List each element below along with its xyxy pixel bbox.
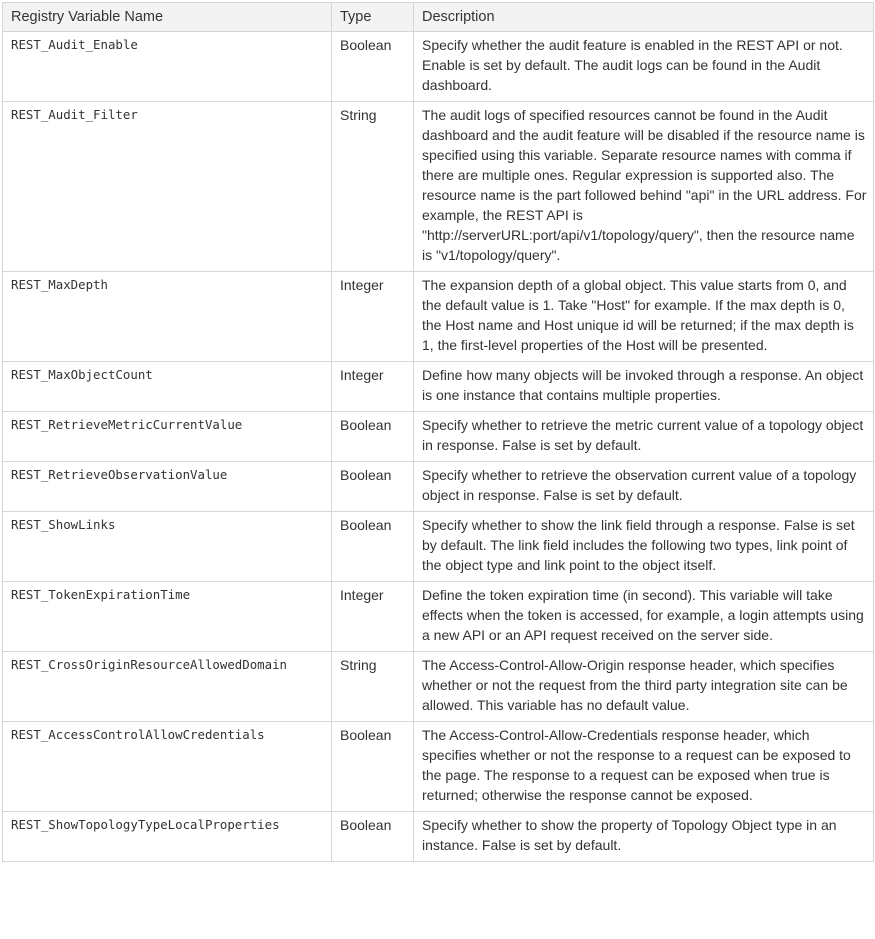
table-row bbox=[3, 812, 874, 862]
variable-name-cell: REST_RetrieveObservationValue bbox=[3, 462, 332, 512]
variable-name-cell: REST_ShowLinks bbox=[3, 512, 332, 582]
header-row bbox=[3, 3, 874, 32]
variable-name-cell: REST_ShowTopologyTypeLocalProperties bbox=[3, 812, 332, 862]
type-cell: Boolean bbox=[332, 462, 414, 512]
description-cell: Specify whether to show the property of Topology Object type in an instance. False is set by default. bbox=[414, 812, 874, 862]
type-cell: Integer bbox=[332, 272, 414, 362]
table-row bbox=[3, 32, 874, 102]
variable-name-cell: REST_Audit_Enable bbox=[3, 32, 332, 102]
type-cell: String bbox=[332, 652, 414, 722]
variable-name-cell: REST_AccessControlAllowCredentials bbox=[3, 722, 332, 812]
description-cell: The audit logs of specified resources cannot be found in the Audit dashboard and the audit feature will be disabled if the resource name is specified using this variable. Separate resource names with comma if there are multiple ones. Regular expression is supported also. The resource name is the part followed behind "api" in the URL address. For example, the REST API is "http://serverURL:port/api/v1/topology/query", then the resource name is "v1/topology/query". bbox=[414, 102, 874, 272]
table-row bbox=[3, 462, 874, 512]
variable-name-cell: REST_MaxObjectCount bbox=[3, 362, 332, 412]
type-cell: Boolean bbox=[332, 812, 414, 862]
type-cell: Boolean bbox=[332, 512, 414, 582]
registry-variables-table bbox=[2, 2, 874, 862]
description-cell: The expansion depth of a global object. This value starts from 0, and the default value is 1. Take "Host" for example. If the max depth is 0, the Host name and Host unique id will be returned; if the max depth is 1, the first-level properties of the Host will be presented. bbox=[414, 272, 874, 362]
table-row bbox=[3, 412, 874, 462]
type-cell: Boolean bbox=[332, 412, 414, 462]
variable-name-cell: REST_TokenExpirationTime bbox=[3, 582, 332, 652]
description-cell: Specify whether to retrieve the observation current value of a topology object in response. False is set by default. bbox=[414, 462, 874, 512]
description-cell: Specify whether to retrieve the metric current value of a topology object in response. False is set by default. bbox=[414, 412, 874, 462]
type-cell: Boolean bbox=[332, 32, 414, 102]
type-cell: Integer bbox=[332, 362, 414, 412]
table-row bbox=[3, 582, 874, 652]
variable-name-cell: REST_CrossOriginResourceAllowedDomain bbox=[3, 652, 332, 722]
type-cell: Integer bbox=[332, 582, 414, 652]
variable-name-cell: REST_RetrieveMetricCurrentValue bbox=[3, 412, 332, 462]
header-type: Type bbox=[332, 3, 414, 32]
variable-name-cell: REST_MaxDepth bbox=[3, 272, 332, 362]
table-row bbox=[3, 722, 874, 812]
variable-name-cell: REST_Audit_Filter bbox=[3, 102, 332, 272]
header-variable-name: Registry Variable Name bbox=[3, 3, 332, 32]
table-row bbox=[3, 512, 874, 582]
description-cell: Define how many objects will be invoked through a response. An object is one instance that contains multiple properties. bbox=[414, 362, 874, 412]
description-cell: Define the token expiration time (in second). This variable will take effects when the token is accessed, for example, a login attempts using a new API or an API request received on the server side. bbox=[414, 582, 874, 652]
header-description: Description bbox=[414, 3, 874, 32]
table-row bbox=[3, 102, 874, 272]
description-cell: Specify whether to show the link field through a response. False is set by default. The link field includes the following two types, link point of the object type and link point to the object itself. bbox=[414, 512, 874, 582]
description-cell: The Access-Control-Allow-Credentials response header, which specifies whether or not the response to a request can be exposed to the page. The response to a request can be exposed when true is returned; otherwise the response cannot be exposed. bbox=[414, 722, 874, 812]
description-cell: Specify whether the audit feature is enabled in the REST API or not. Enable is set by default. The audit logs can be found in the Audit dashboard. bbox=[414, 32, 874, 102]
table-row bbox=[3, 362, 874, 412]
table-row bbox=[3, 652, 874, 722]
description-cell: The Access-Control-Allow-Origin response header, which specifies whether or not the request from the third party integration site can be allowed. This variable has no default value. bbox=[414, 652, 874, 722]
table-row bbox=[3, 272, 874, 362]
type-cell: String bbox=[332, 102, 414, 272]
type-cell: Boolean bbox=[332, 722, 414, 812]
